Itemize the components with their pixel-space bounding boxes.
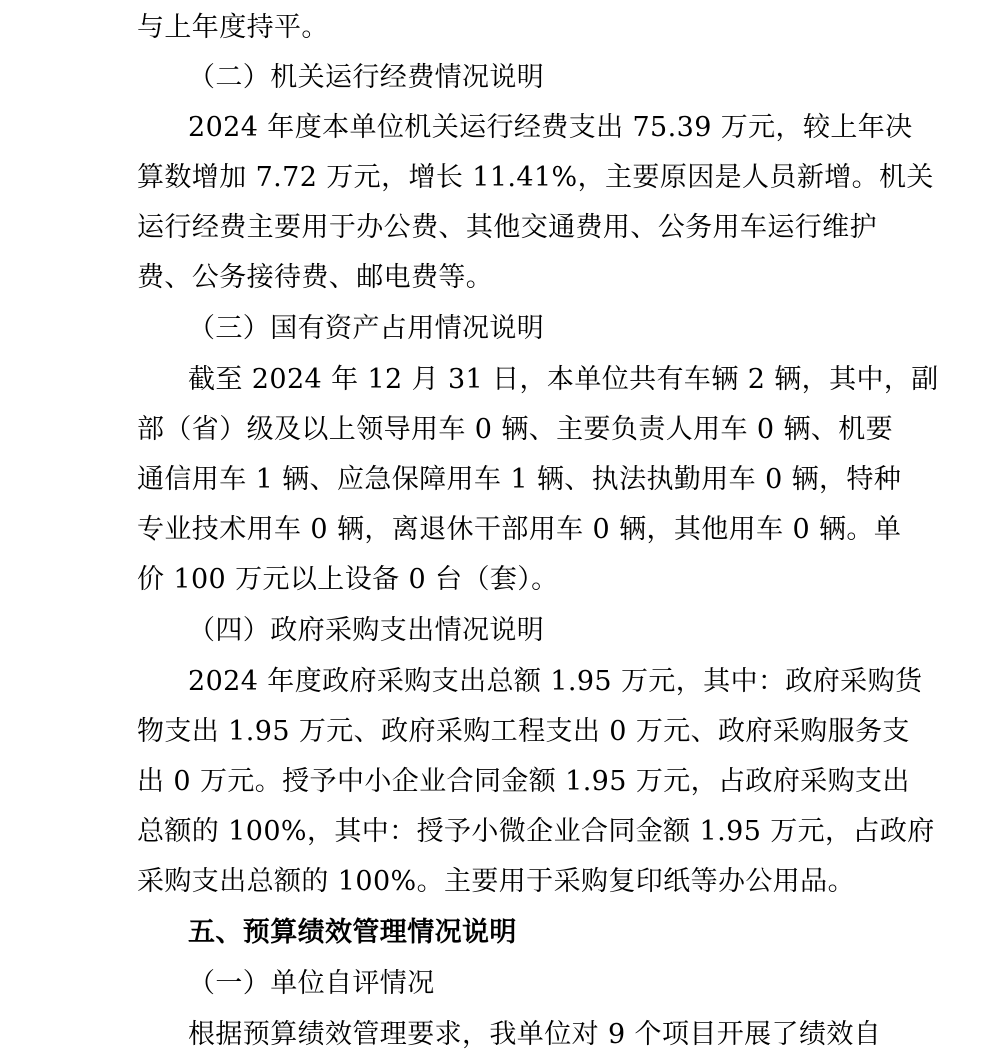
paragraph-line: 根据预算绩效管理要求，我单位对 9 个项目开展了绩效自 <box>188 1019 882 1050</box>
paragraph-line: 费、公务接待费、邮电费等。 <box>137 262 494 293</box>
paragraph-line: 截至 2024 年 12 月 31 日，本单位共有车辆 2 辆，其中，副 <box>188 364 939 395</box>
paragraph-line: 总额的 100%，其中：授予小微企业合同金额 1.95 万元，占政府 <box>137 816 935 847</box>
paragraph-line: 采购支出总额的 100%。主要用于采购复印纸等办公用品。 <box>137 866 855 897</box>
section-heading-self-evaluation: （一）单位自评情况 <box>188 968 435 999</box>
paragraph-line: 2024 年度本单位机关运行经费支出 75.39 万元，较上年决 <box>188 112 913 143</box>
paragraph-line: 2024 年度政府采购支出总额 1.95 万元，其中：政府采购货 <box>188 666 923 697</box>
paragraph-line: 专业技术用车 0 辆，离退休干部用车 0 辆，其他用车 0 辆。单 <box>137 514 902 545</box>
paragraph-line: 部（省）级及以上领导用车 0 辆、主要负责人用车 0 辆、机要 <box>137 414 894 445</box>
paragraph-line: 运行经费主要用于办公费、其他交通费用、公务用车运行维护 <box>137 212 877 243</box>
paragraph-line: 算数增加 7.72 万元，增长 11.41%，主要原因是人员新增。机关 <box>137 162 934 193</box>
section-heading-performance-management: 五、预算绩效管理情况说明 <box>188 917 517 948</box>
paragraph-line: 价 100 万元以上设备 0 台（套）。 <box>137 564 559 595</box>
section-heading-operating-expenses: （二）机关运行经费情况说明 <box>188 62 545 93</box>
paragraph-line: 通信用车 1 辆、应急保障用车 1 辆、执法执勤用车 0 辆，特种 <box>137 464 902 495</box>
paragraph-line: 出 0 万元。授予中小企业合同金额 1.95 万元，占政府采购支出 <box>137 766 910 797</box>
paragraph-line: 物支出 1.95 万元、政府采购工程支出 0 万元、政府采购服务支 <box>137 716 910 747</box>
section-heading-procurement: （四）政府采购支出情况说明 <box>188 615 545 646</box>
paragraph-line: 与上年度持平。 <box>137 12 329 43</box>
section-heading-state-assets: （三）国有资产占用情况说明 <box>188 313 545 344</box>
